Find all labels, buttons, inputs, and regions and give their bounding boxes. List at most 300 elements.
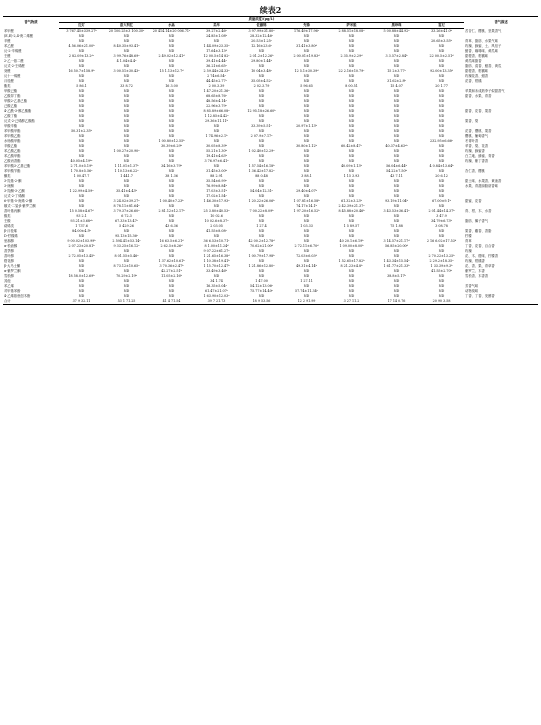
compound-name-cell: 4-乙烯基愈创木酚 (4, 294, 31, 298)
concentration-cell: 2 62.5±8.26ᵈ (160, 244, 183, 248)
concentration-cell: 2 82.09±13.2ᵈᵉ (68, 54, 95, 58)
concentration-cell: 1 61.77±21.33ᵇ (383, 264, 410, 268)
concentration-cell: 67.00±9.1ᵇ (432, 199, 451, 203)
concentration-cell: ND (168, 204, 175, 208)
concentration-cell: ND (438, 184, 445, 188)
concentration-cell: ND (78, 59, 85, 63)
concentration-cell: ND (303, 164, 310, 168)
compound-name-cell: 月桂醛 (4, 79, 14, 83)
concentration-cell: ND (438, 289, 445, 293)
concentration-cell: 43 7.11 (390, 174, 403, 178)
concentration-cell: ND (438, 104, 445, 108)
concentration-cell: 8 1.00±11.24ᵈ (204, 244, 229, 248)
concentration-cell: 88 0.48 (255, 174, 268, 178)
table-caption: 续表2 (259, 5, 282, 15)
concentration-cell: ND (438, 49, 445, 53)
concentration-cell: 1 15.70±12.47ᵇ (203, 264, 230, 268)
concentration-cell: 2 00.01±19.83ᵈ (293, 54, 320, 58)
concentration-cell: ND (168, 109, 175, 113)
concentration-cell: ND (258, 64, 265, 68)
aroma-description-cell: 苹果和未成熟李子似甜香气 (465, 89, 505, 93)
concentration-cell: ND (303, 114, 310, 118)
aroma-description-cell: 苦杏仁、樱桃、坚果香气 (465, 28, 502, 33)
concentration-cell: ND (393, 44, 400, 48)
concentration-cell: 5 00.88±44.92ᵃ (383, 29, 410, 33)
concentration-cell: 17.64±3.13ᵈ (206, 49, 227, 53)
concentration-cell: ND (258, 129, 265, 133)
concentration-cell: ND (438, 204, 445, 208)
concentration-cell: 17 14 0.76 (374, 299, 419, 305)
concentration-cell: ND (393, 49, 400, 53)
compound-name-cell: 苯甲醛 (4, 28, 14, 33)
compound-name-cell: 辛酸乙酯 (4, 144, 18, 148)
concentration-cell: ND (393, 279, 400, 283)
concentration-cell: 3 14.57±21.17ᵈ (383, 239, 410, 243)
concentration-cell: ND (348, 159, 355, 163)
compound-name-cell: 反式-2-丁烯酮 (4, 194, 25, 198)
concentration-cell: 2 02.3.79 (253, 84, 270, 88)
concentration-cell: ND (123, 144, 130, 148)
concentration-cell: ND (258, 104, 265, 108)
concentration-cell: ND (348, 184, 355, 188)
concentration-cell: ND (123, 114, 130, 118)
concentration-cell: ND (78, 269, 85, 273)
concentration-cell: ND (168, 124, 175, 128)
concentration-cell: ND (123, 294, 130, 298)
concentration-cell: 31.62±2.8ᵇ (387, 79, 406, 83)
concentration-cell: ND (303, 104, 310, 108)
concentration-cell: ND (393, 74, 400, 78)
concentration-cell: ND (78, 184, 85, 188)
concentration-cell: 12 5.1±30.39ᵈ (294, 69, 319, 73)
concentration-cell: ND (123, 79, 130, 83)
concentration-cell: 1 57.54±16.18ᵇ (248, 164, 275, 168)
concentration-cell: 12 95.18±26.60ᵇ (247, 109, 276, 113)
aroma-description-cell: 甜橙香、柑橘味 (465, 69, 489, 73)
compound-column-header: 香气物质 (3, 17, 59, 29)
concentration-cell: 8 21.23±4.8ᵇ (340, 264, 363, 268)
concentration-cell: 29.80±1.44ᵇ (251, 59, 272, 63)
compound-name-cell: 苯乙烯 (4, 284, 14, 288)
concentration-cell: 6 72.3 (121, 214, 132, 218)
concentration-cell: 2 49.02±12.41ᵈ (158, 54, 185, 58)
concentration-cell: 1 21.65±16.38ᵈ (203, 254, 230, 258)
concentration-cell: 9 33.25±16.12ᵃ (113, 244, 140, 248)
concentration-cell: ND (438, 179, 445, 183)
concentration-cell: 29.40±4.07ᵇ (296, 189, 317, 193)
concentration-cell: 43 6.36 (165, 224, 178, 228)
concentration-cell: 3 08.78 (435, 224, 448, 228)
concentration-cell: ND (168, 249, 175, 253)
concentration-cell: 55.21±1.30ᵇ (206, 149, 227, 153)
concentration-cell: ND (168, 214, 175, 218)
concentration-cell: 11.05±2.16ᵇ (161, 274, 182, 278)
concentration-cell: ND (438, 244, 445, 248)
concentration-cell: ND (438, 124, 445, 128)
concentration-cell: ND (393, 154, 400, 158)
concentration-cell: 1 27.4 (256, 224, 267, 228)
concentration-cell: ND (78, 109, 85, 113)
concentration-cell: ND (168, 89, 175, 93)
concentration-cell: ND (438, 99, 445, 103)
concentration-cell: 39.41±4.44ᵃ (206, 59, 227, 63)
concentration-cell: ND (258, 294, 265, 298)
concentration-cell: ND (123, 279, 130, 283)
concentration-cell: ND (78, 39, 85, 43)
concentration-cell: 20.53±1.25ᶜ (251, 39, 272, 43)
concentration-cell: ND (168, 149, 175, 153)
concentration-cell: ND (438, 34, 445, 38)
concentration-cell: 41.55±2.70ᵇ (431, 269, 452, 273)
concentration-cell: ND (168, 129, 175, 133)
concentration-cell: ND (438, 249, 445, 253)
concentration-cell: ND (438, 44, 445, 48)
concentration-cell: 18 58.0±12.69ᵇ (68, 274, 95, 278)
concentration-cell: ND (348, 64, 355, 68)
concentration-cell: ND (258, 179, 265, 183)
concentration-cell: 1 21.86±12.80ᵃ (248, 264, 275, 268)
concentration-cell: ND (438, 79, 445, 83)
compound-name-cell: 癸醛 (4, 69, 11, 73)
concentration-cell: ND (348, 169, 355, 173)
compound-name-cell: 橙花醇 (4, 259, 14, 263)
concentration-cell: ND (438, 234, 445, 238)
concentration-cell: ND (168, 219, 175, 223)
concentration-cell: ND (258, 249, 265, 253)
concentration-cell: ND (78, 104, 85, 108)
concentration-cell: 54.12±13.06ᵃ (250, 284, 273, 288)
aroma-description-cell: 玫瑰花香、蜡香 (465, 74, 489, 78)
concentration-cell: 3 43.53±36.41ᵃ (383, 209, 410, 213)
concentration-cell: ND (303, 229, 310, 233)
concentration-cell: 44.45±2.77ᵃ (206, 79, 227, 83)
concentration-cell: ND (393, 139, 400, 143)
concentration-cell: ND (78, 289, 85, 293)
concentration-cell: 70.29±2.19ᵇ (116, 274, 137, 278)
concentration-cell: 30.05±8.39ᵇ (206, 144, 227, 148)
concentration-cell: 20 1.77 (435, 84, 448, 88)
concentration-cell: 41 4 71.54 (149, 299, 194, 305)
concentration-cell: ND (348, 74, 355, 78)
compound-name-cell: 萜烯类 (4, 224, 14, 228)
concentration-cell: 1 00.40±7.23ᵇ (159, 199, 184, 203)
concentration-cell: ND (348, 249, 355, 253)
concentration-cell: 10 02.6 (210, 214, 223, 218)
concentration-cell: ND (438, 74, 445, 78)
concentration-cell: 7 00.22±8.09ᵇ (249, 209, 274, 213)
compound-name-cell: 苯甲酸苄酯 (4, 169, 21, 173)
cultivar-header: 雷尼 (419, 23, 464, 29)
concentration-cell: 20 6.12 (435, 174, 448, 178)
concentration-cell: ND (438, 144, 445, 148)
concentration-cell: ND (78, 199, 85, 203)
concentration-cell: 10 02.6±8.37ᵃ (204, 219, 229, 223)
concentration-cell: 16 63.5±6.21ᵈ (159, 239, 184, 243)
concentration-cell: ND (168, 254, 175, 258)
aroma-description-cell: 甜土味、水果香、黄油香 (465, 179, 502, 183)
concentration-cell: 60.42±8.47ᵃ (341, 144, 362, 148)
compound-name-cell: 酯类 (4, 84, 11, 88)
concentration-cell: 36 6.53±10.71ᵉ (203, 239, 230, 243)
concentration-cell: 29.36±11.11ᵇ (205, 119, 228, 123)
concentration-cell: ND (168, 39, 175, 43)
compound-name-cell: 其他 (4, 279, 11, 283)
concentration-cell: ND (258, 219, 265, 223)
compound-name-cell: 酮类 (4, 174, 11, 178)
concentration-cell: 232.95±6.66ᵃ (430, 139, 453, 143)
concentration-cell: ND (348, 284, 355, 288)
concentration-cell: 1 63.90±12.03ᵃ (203, 294, 230, 298)
aroma-description-cell: 甜香、花香、果香 (465, 109, 492, 113)
concentration-cell: 50.31±2.35ᵇ (71, 129, 92, 133)
concentration-cell: ND (78, 249, 85, 253)
compound-name-cell: 乙酸异丁酯 (4, 94, 21, 98)
concentration-cell: 34.16±3.79ᵇ (161, 164, 182, 168)
compound-name-cell: 苯乙醛 (4, 44, 14, 48)
concentration-cell: 8 00.51 (345, 84, 358, 88)
concentration-cell: ND (348, 279, 355, 283)
concentration-cell: ND (303, 294, 310, 298)
concentration-cell: ND (123, 109, 130, 113)
concentration-cell: ND (348, 114, 355, 118)
concentration-cell: ND (393, 124, 400, 128)
concentration-cell: 8 73.12±10.65ᵃ (113, 264, 140, 268)
concentration-cell: ND (348, 189, 355, 193)
concentration-cell: ND (78, 204, 85, 208)
concentration-cell: ND (348, 129, 355, 133)
aroma-description-cell: 芳香气味 (465, 284, 479, 288)
concentration-cell: ND (123, 159, 130, 163)
compound-name-cell: β-月桂烯 (4, 229, 17, 233)
concentration-cell: ND (348, 109, 355, 113)
concentration-cell: 33.26±41.0ᵇ (431, 29, 452, 33)
concentration-cell: ND (348, 294, 355, 298)
cultivar-header: 水晶 (149, 23, 194, 29)
concentration-cell: 4 0.84±13.64ᵇ (429, 164, 454, 168)
concentration-cell: ND (348, 269, 355, 273)
compound-name-cell: 己酸乙酯 (4, 104, 18, 108)
compound-name-cell: 香叶基丙酮 (4, 209, 21, 213)
compound-name-cell: 反十一烯醛 (4, 74, 21, 78)
table-header (3, 17, 538, 29)
concentration-cell: 2 59.44±24.33ᵃ (203, 69, 230, 73)
concentration-cell: ND (123, 249, 130, 253)
concentration-cell: 95.13±15.36ᵃ (115, 234, 138, 238)
aroma-description-cell: 水果、青甜绿脂肪香味 (465, 184, 498, 188)
compound-name-cell: 顺式-二氢-β-紫罗兰酮 (4, 204, 36, 208)
compound-name-cell: 苯甲酸甲酯 (4, 129, 21, 133)
aroma-description-cell: 樱桃、葡萄香气 (465, 134, 489, 138)
concentration-cell: 3 76.97±6.41ᵃ (204, 159, 229, 163)
concentration-cell: ND (123, 139, 130, 143)
cultivar-header: 先锋 (284, 23, 329, 29)
compound-name-cell: 反-2-辛烯醛 (4, 49, 22, 53)
concentration-cell: 38.8±5.17ᵇ (387, 274, 406, 278)
concentration-cell: 1 27.11 (300, 279, 313, 283)
concentration-cell: ND (168, 119, 175, 123)
concentration-cell: ND (438, 229, 445, 233)
concentration-cell: ND (438, 189, 445, 193)
compound-name-cell: 水杨酸甲酯 (4, 139, 21, 143)
concentration-cell: 176.49±17.96ᵃ (293, 29, 319, 33)
aroma-description-cell: 紫罗兰、木香 (465, 269, 485, 273)
concentration-cell: ND (78, 179, 85, 183)
aroma-description-cell: 脂肪、椰子香气 (465, 219, 489, 223)
concentration-cell: ND (303, 109, 310, 113)
concentration-cell: ND (438, 194, 445, 198)
concentration-cell: 35.41±4.43ᵇ (116, 189, 137, 193)
concentration-cell: 2 88.51±18.08ᵃ (338, 29, 365, 33)
aroma-description-cell: 丁香、丁香、发酵香 (465, 294, 495, 298)
concentration-cell: ND (303, 89, 310, 93)
concentration-cell: 1 11.01±1.37ᵇ (114, 164, 139, 168)
concentration-cell: 54.22±7.50ᵇ (386, 169, 407, 173)
concentration-cell: ND (348, 154, 355, 158)
concentration-cell: 72.03±6.03ᵈ (296, 254, 317, 258)
concentration-cell: 1 52.65±17.82ᵇ (338, 259, 365, 263)
concentration-cell: ND (168, 104, 175, 108)
compound-name-cell: 苯甲酸乙酯 (4, 134, 21, 138)
compound-name-cell: 乙酸丙香酯 (4, 159, 21, 163)
concentration-cell: 18 9 53.56 (239, 299, 284, 305)
compound-name-cell: 对甲基苯酚 (4, 289, 21, 293)
concentration-cell: 93.21±3.68ᵃᵇ (70, 219, 93, 223)
concentration-cell: ND (348, 214, 355, 218)
aroma-description-cell: 甜香、水果、青香 (465, 94, 492, 98)
concentration-cell: ND (78, 134, 85, 138)
concentration-cell: 17.02±1.54ᵃ (206, 194, 227, 198)
aroma-description-cell: 丁香、花香、百合香 (465, 244, 495, 248)
concentration-cell: 20 100.25±3 100.30ᵃ (108, 29, 145, 33)
compound-name-cell: 香叶醇 (4, 254, 14, 258)
concentration-cell: 57.74±11.34ᵃ (295, 289, 318, 293)
compound-name-cell: 苯甲酸3-乙基己酯 (4, 164, 31, 168)
concentration-cell: ND (78, 94, 85, 98)
concentration-cell: 3 27 11.2 (329, 299, 374, 305)
concentration-cell: ND (348, 119, 355, 123)
concentration-cell: ND (303, 79, 310, 83)
concentration-cell: ND (213, 139, 220, 143)
concentration-cell: ND (213, 274, 220, 278)
concentration-cell: ND (303, 94, 310, 98)
concentration-cell: ND (168, 284, 175, 288)
concentration-cell: 28.32±12.46ᵃ (250, 34, 273, 38)
concentration-cell: 15 2±3.77ᵃ (387, 69, 406, 73)
concentration-cell: ND (168, 229, 175, 233)
compound-name-cell: 辛醛 (4, 39, 11, 43)
concentration-cell: ND (258, 49, 265, 53)
concentration-cell: ND (303, 184, 310, 188)
concentration-cell: ND (303, 74, 310, 78)
concentration-cell: ND (123, 194, 130, 198)
concentration-cell: ND (258, 154, 265, 158)
concentration-cell: 1 36.42±17.82ᵃ (248, 169, 275, 173)
concentration-cell: ND (438, 294, 445, 298)
concentration-cell: ND (168, 184, 175, 188)
concentration-cell: ND (438, 279, 445, 283)
compound-name-cell: 甲酸辛酯 (4, 124, 18, 128)
concentration-cell: ND (123, 89, 130, 93)
aroma-description-cell: 花香、柑橘 (465, 79, 482, 83)
concentration-cell: ND (123, 289, 130, 293)
concentration-cell: 1 441.7 (120, 174, 133, 178)
concentration-cell: 68.65±8.76ᵃ (206, 94, 227, 98)
concentration-cell: ND (303, 134, 310, 138)
concentration-cell: ND (393, 269, 400, 273)
concentration-cell: ND (438, 169, 445, 173)
concentration-cell: 20 90 3.58 (419, 299, 464, 305)
concentration-cell: ND (168, 49, 175, 53)
concentration-cell: 40 20.1±6.19ᵇ (339, 239, 364, 243)
cultivar-header: 佐藤锦 (239, 23, 284, 29)
concentration-cell: ND (303, 234, 310, 238)
aroma-description-cell: 玫瑰、柑橘香 (465, 259, 485, 263)
concentration-cell: ND (393, 219, 400, 223)
concentration-cell: ND (123, 269, 130, 273)
concentration-cell: 2 01.2±12.26ʰ (249, 54, 274, 58)
concentration-cell: 8 85.89±66.08ᵃ (203, 109, 230, 113)
concentration-cell: ND (303, 179, 310, 183)
concentration-cell: ND (303, 214, 310, 218)
concentration-cell: 74.17±14.1ᵇ (296, 204, 317, 208)
concentration-cell: 33.39±5.51ᵃ (251, 124, 272, 128)
compound-name-cell: 苯乙酸甲酯 (4, 154, 21, 158)
concentration-cell: 12.16±23.6ᵃ (251, 44, 272, 48)
concentration-cell: ND (168, 279, 175, 283)
concentration-cell: ND (168, 294, 175, 298)
aroma-description-cell: 动物臭味 (465, 289, 479, 293)
concentration-cell: 9 00.02±103.99ᵇ (67, 239, 96, 243)
aroma-description-cell: 蜡香、咖啡味、黄瓜味 (465, 49, 498, 53)
concentration-cell: ND (303, 219, 310, 223)
concentration-cell: ND (393, 59, 400, 63)
compound-name-cell: 乙酸丁酯 (4, 114, 18, 118)
concentration-cell: ND (258, 94, 265, 98)
aroma-description-cell: 脂肪、清香、蜡香、黄瓜 (465, 64, 502, 68)
concentration-cell: 3 88.1 (301, 174, 312, 178)
concentration-cell: ND (258, 139, 265, 143)
concentration-cell: ND (168, 64, 175, 68)
concentration-cell: ND (78, 264, 85, 268)
concentration-cell: 8 40.35±93.41ᵃ (113, 44, 140, 48)
concentration-cell: ND (303, 284, 310, 288)
concentration-cell: ND (78, 89, 85, 93)
concentration-group-header: 质量浓度/(μg/L) (59, 17, 464, 23)
concentration-cell: ND (78, 74, 85, 78)
concentration-cell: 38 1.36 (165, 174, 178, 178)
concentration-cell: 1 97.20±16.52ᵇ (293, 209, 320, 213)
concentration-cell: ND (258, 99, 265, 103)
concentration-cell: ND (348, 94, 355, 98)
concentration-cell: ND (393, 179, 400, 183)
concentration-cell: 1 15 3.93 (343, 174, 360, 178)
concentration-cell: 2 00.3.39 (208, 84, 225, 88)
concentration-cell: ND (303, 64, 310, 68)
concentration-cell: ND (393, 284, 400, 288)
concentration-cell: 31.45±3.00ᵇ (206, 169, 227, 173)
compound-name-cell: α-紫罗兰酮 (4, 269, 21, 273)
compound-name-cell: 酸类 (4, 214, 11, 218)
concentration-cell: ND (258, 184, 265, 188)
concentration-cell: 2 74±6.54ᵃ (207, 74, 226, 78)
concentration-cell: 25 3.80±40.53ᵃ (203, 209, 230, 213)
concentration-cell: ND (168, 94, 175, 98)
concentration-cell: ND (348, 139, 355, 143)
concentration-cell: ND (348, 124, 355, 128)
concentration-cell: 40.09±1.13ᵇ (341, 164, 362, 168)
table-body (3, 29, 538, 305)
concentration-cell: ND (393, 99, 400, 103)
